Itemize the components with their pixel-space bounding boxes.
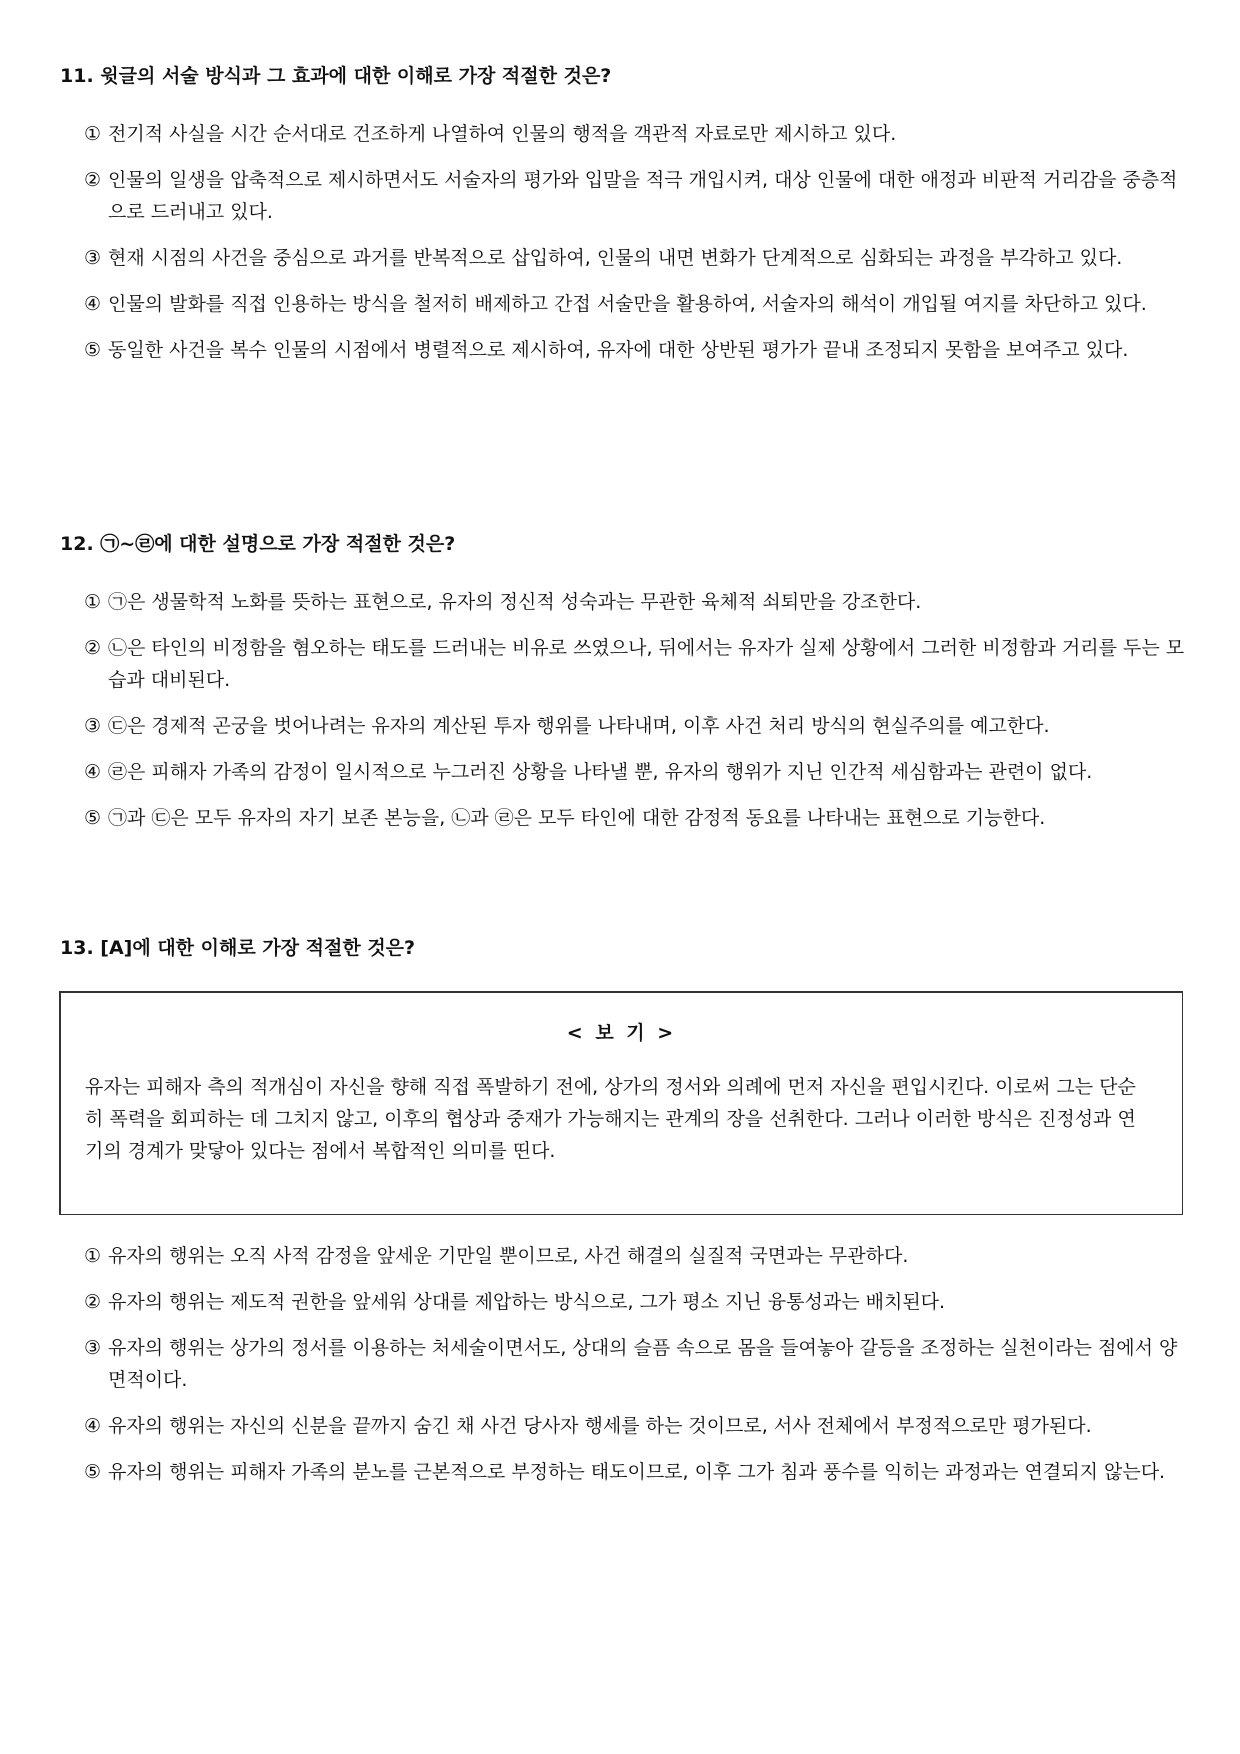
- choice-text: 유자의 행위는 피해자 가족의 분노를 근본적으로 부정하는 태도이므로, 이후 그가 침과 풍수를 익히는 과정과는 연결되지 않는다.: [108, 1461, 1166, 1483]
- choice-text: ㉠과 ㉢은 모두 유자의 자기 보존 본능을, ㉡과 ㉣은 모두 타인에 대한 감정적 동요를 나타내는 표현으로 기능한다.: [108, 807, 1046, 829]
- choice-item[interactable]: [60, 756, 1185, 788]
- choice-item[interactable]: [60, 118, 1185, 150]
- choice-number: ⑤: [84, 339, 102, 361]
- choice-list: [60, 586, 1185, 834]
- choice-number: ①: [84, 1245, 102, 1267]
- choice-item[interactable]: [60, 632, 1185, 696]
- question-13-choices: [60, 1240, 1185, 1488]
- choice-text: ㉠은 생물학적 노화를 뜻하는 표현으로, 유자의 정신적 성숙과는 무관한 육체적 쇠퇴만을 강조한다.: [108, 591, 922, 613]
- choice-item[interactable]: [60, 288, 1185, 320]
- choice-text: ㉢은 경제적 곤궁을 벗어나려는 유자의 계산된 투자 행위를 나타내며, 이후 사건 처리 방식의 현실주의를 예고한다.: [108, 715, 1050, 737]
- choice-item[interactable]: [60, 334, 1185, 366]
- choice-text: 유자의 행위는 제도적 권한을 앞세워 상대를 제압하는 방식으로, 그가 평소 지닌 융통성과는 배치된다.: [108, 1291, 946, 1313]
- choice-item[interactable]: [60, 802, 1185, 834]
- choice-number: ⑤: [84, 807, 102, 829]
- choice-number: ④: [84, 1415, 102, 1437]
- choice-number: ④: [84, 761, 102, 783]
- choice-number: ②: [84, 169, 102, 191]
- choice-text: ㉡은 타인의 비정함을 혐오하는 태도를 드러내는 비유로 쓰였으나, 뒤에서는 유자가 실제 상황에서 그러한 비정함과 거리를 두는 모습과 대비된다.: [108, 637, 1185, 691]
- question-12: [60, 530, 1185, 834]
- choice-item[interactable]: [60, 1240, 1185, 1272]
- choice-number: ②: [84, 1291, 102, 1313]
- choice-item[interactable]: [60, 1410, 1185, 1442]
- choice-text: 유자의 행위는 상가의 정서를 이용하는 처세술이면서도, 상대의 슬픔 속으로 몸을 들여놓아 갈등을 조정하는 실천이라는 점에서 양면적이다.: [108, 1337, 1178, 1391]
- choice-number: ④: [84, 293, 102, 315]
- choice-text: 현재 시점의 사건을 중심으로 과거를 반복적으로 삽입하여, 인물의 내면 변화가 단계적으로 심화되는 과정을 부각하고 있다.: [108, 247, 1123, 269]
- choice-number: ②: [84, 637, 102, 659]
- choice-number: ③: [84, 715, 102, 737]
- question-title: 11. 윗글의 서술 방식과 그 효과에 대한 이해로 가장 적절한 것은?: [60, 65, 612, 87]
- bogi-text: 유자는 피해자 측의 적개심이 자신을 향해 직접 폭발하기 전에, 상가의 정서와 의례에 먼저 자신을 편입시킨다. 이로써 그는 단순히 폭력을 회피하는 데 그치지 않고, 이후의 협상과 중재가 가능해지는 관계의 장을 선취한다. 그러나 이러한 방식은 진정성과 연기의 경계가 맞닿아 있다는 점에서 복합적인 의미를 띤다.: [85, 1076, 1136, 1162]
- bogi-box: [59, 991, 1183, 1215]
- choice-list: [60, 1240, 1185, 1488]
- choice-list: [60, 118, 1185, 366]
- choice-item[interactable]: [60, 242, 1185, 274]
- question-11: [60, 62, 1185, 366]
- bogi-title: < 보 기 >: [566, 1022, 677, 1044]
- choice-number: ③: [84, 247, 102, 269]
- choice-text: 전기적 사실을 시간 순서대로 건조하게 나열하여 인물의 행적을 객관적 자료로만 제시하고 있다.: [108, 123, 897, 145]
- choice-text: 동일한 사건을 복수 인물의 시점에서 병렬적으로 제시하여, 유자에 대한 상반된 평가가 끝내 조정되지 못함을 보여주고 있다.: [108, 339, 1129, 361]
- choice-item[interactable]: [60, 710, 1185, 742]
- choice-text: 유자의 행위는 자신의 신분을 끝까지 숨긴 채 사건 당사자 행세를 하는 것이므로, 서사 전체에서 부정적으로만 평가된다.: [108, 1415, 1092, 1437]
- choice-number: ①: [84, 591, 102, 613]
- choice-item[interactable]: [60, 1332, 1185, 1396]
- choice-item[interactable]: [60, 1456, 1185, 1488]
- choice-text: 인물의 발화를 직접 인용하는 방식을 철저히 배제하고 간접 서술만을 활용하여, 서술자의 해석이 개입될 여지를 차단하고 있다.: [108, 293, 1147, 315]
- choice-text: 유자의 행위는 오직 사적 감정을 앞세운 기만일 뿐이므로, 사건 해결의 실질적 국면과는 무관하다.: [108, 1245, 909, 1267]
- choice-number: ⑤: [84, 1461, 102, 1483]
- choice-item[interactable]: [60, 586, 1185, 618]
- choice-item[interactable]: [60, 164, 1185, 228]
- question-title: 13. [A]에 대한 이해로 가장 적절한 것은?: [60, 937, 416, 959]
- choice-number: ①: [84, 123, 102, 145]
- choice-text: 인물의 일생을 압축적으로 제시하면서도 서술자의 평가와 입말을 적극 개입시켜, 대상 인물에 대한 애정과 비판적 거리감을 중층적으로 드러내고 있다.: [108, 169, 1178, 223]
- choice-text: ㉣은 피해자 가족의 감정이 일시적으로 누그러진 상황을 나타낼 뿐, 유자의 행위가 지닌 인간적 세심함과는 관련이 없다.: [108, 761, 1093, 783]
- question-13: [60, 934, 1185, 962]
- choice-number: ③: [84, 1337, 102, 1359]
- question-title: 12. ㉠~㉣에 대한 설명으로 가장 적절한 것은?: [60, 533, 456, 555]
- choice-item[interactable]: [60, 1286, 1185, 1318]
